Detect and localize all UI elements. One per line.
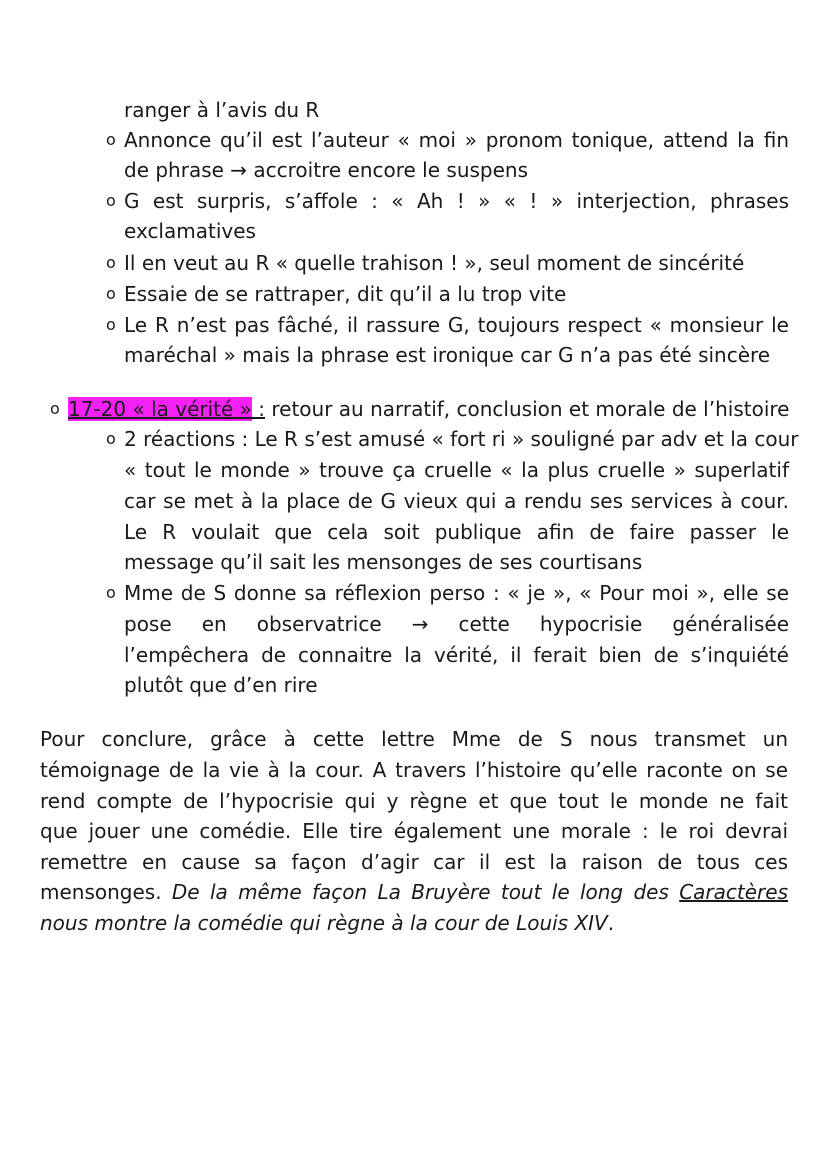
continuation-line: ranger à l’avis du R — [124, 98, 320, 122]
item-line: G est surpris, s’affole : « Ah ! » « ! » interjection, phrases — [124, 189, 789, 213]
item-line: 2 réactions : Le R s’est amusé « fort ri » souligné par adv et la cour — [124, 427, 799, 451]
bullet-icon: o — [106, 429, 116, 448]
conclusion-italic-text: De la même façon La Bruyère tout le long des — [171, 880, 680, 904]
item-line: de phrase → accroitre encore le suspens — [124, 158, 529, 182]
conclusion-line — [40, 908, 614, 938]
item-line: « tout le monde » trouve ça cruelle « la plus cruelle » superlatif — [124, 458, 789, 482]
highlighted-reference: 17-20 « la vérité » — [68, 397, 252, 421]
bullet-icon: o — [50, 399, 60, 418]
item-line: maréchal » mais la phrase est ironique car G n’a pas été sincère — [124, 343, 771, 367]
item-line: Le R n’est pas fâché, il rassure G, toujours respect « monsieur le — [124, 313, 789, 337]
bullet-icon: o — [106, 284, 116, 303]
bullet-icon: o — [106, 130, 116, 149]
conclusion-period: . — [607, 911, 615, 935]
conclusion-plain-text: mensonges. — [40, 880, 172, 904]
item-line: car se met à la place de G vieux qui a rendu ses services à cour. — [124, 489, 789, 513]
item-line: Annonce qu’il est l’auteur « moi » pronom tonique, attend la fin — [124, 128, 789, 152]
bullet-icon: o — [106, 253, 116, 272]
heading-colon: : — [251, 397, 266, 421]
item-line: plutôt que d’en rire — [124, 673, 318, 697]
item-line: Essaie de se rattraper, dit qu’il a lu trop vite — [124, 282, 567, 306]
conclusion-italic-text: nous montre la comédie qui règne à la cour de Louis XIV — [40, 911, 608, 935]
item-line: Il en veut au R « quelle trahison ! », seul moment de sincérité — [124, 251, 745, 275]
bullet-icon: o — [106, 583, 116, 602]
bullet-icon: o — [106, 191, 116, 210]
item-line: l’empêchera de connaitre la vérité, il ferait bien de s’inquiété — [124, 643, 789, 667]
section-heading — [68, 394, 789, 424]
conclusion-line: Pour conclure, grâce à cette lettre Mme de S nous transmet un — [40, 727, 788, 751]
item-line: message qu’il sait les mensonges de ses courtisans — [124, 550, 643, 574]
conclusion-line: témoignage de la vie à la cour. A travers l’histoire qu’elle raconte on se — [40, 758, 788, 782]
item-line: pose en observatrice → cette hypocrisie généralisée — [124, 612, 789, 636]
item-line: Le R voulait que cela soit publique afin de faire passer le — [124, 520, 789, 544]
item-line: exclamatives — [124, 219, 256, 243]
conclusion-line: remettre en cause sa façon d’agir car il est la raison de tous ces — [40, 850, 788, 874]
item-line: Mme de S donne sa réflexion perso : « je », « Pour moi », elle se — [124, 581, 789, 605]
conclusion-line: que jouer une comédie. Elle tire également une morale : le roi devrai — [40, 819, 788, 843]
heading-text: retour au narratif, conclusion et morale de l’histoire — [265, 397, 790, 421]
conclusion-line: rend compte de l’hypocrisie qui y règne et que tout le monde ne fait — [40, 789, 788, 813]
book-title: Caractères — [679, 880, 788, 904]
bullet-icon: o — [106, 315, 116, 334]
conclusion-line — [40, 877, 788, 907]
